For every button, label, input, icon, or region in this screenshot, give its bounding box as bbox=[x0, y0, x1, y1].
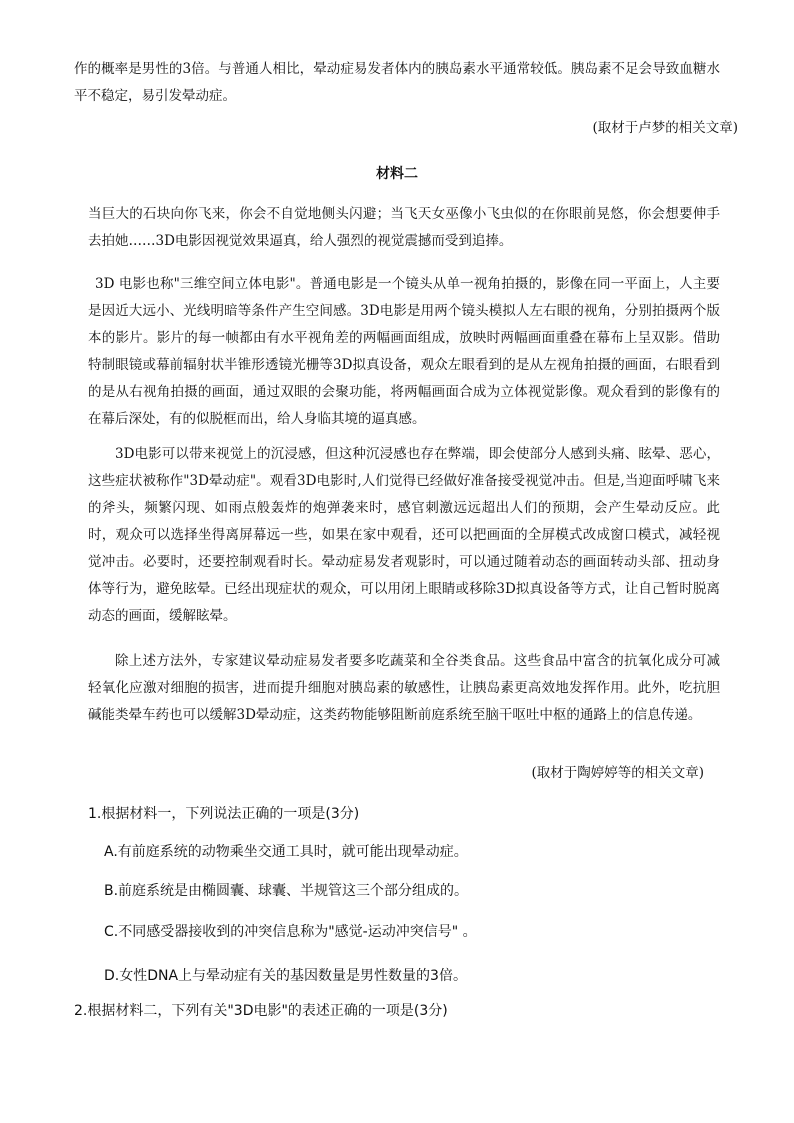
question-1-option-b: B.前庭系统是由椭圆囊、球囊、半规管这三个部分组成的。 bbox=[104, 883, 469, 899]
question-2-stem: 2.根据材料二，下列有关"3D电影"的表述正确的一项是(3分) bbox=[74, 1003, 448, 1019]
material2-paragraph-1: 当巨大的石块向你飞来，你会不自觉地侧头闪避；当飞天女巫像小飞虫似的在你眼前晃悠，你会想要伸手去拍她……3D电影因视觉效果逼真，给人强烈的视觉震撼而受到追捧。 bbox=[88, 206, 720, 249]
question-1-option-c: C.不同感受器接收到的冲突信息称为"感觉-运动冲突信号" 。 bbox=[104, 924, 477, 940]
material2-title: 材料二 bbox=[376, 166, 418, 182]
material2-paragraph-4: 除上述方法外，专家建议晕动症易发者要多吃蔬菜和全谷类食品。这些食品中富含的抗氧化成分可减轻氧化应激对细胞的损害，进而提升细胞对胰岛素的敏感性，让胰岛素更高效地发挥作用。此外，吃抗胆碱能类晕车药也可以缓解3D晕动症，这类药物能够阻断前庭系统至脑干呕吐中枢的通路上的信息传递。 bbox=[88, 653, 720, 723]
material1-continuation: 作的概率是男性的3倍。与普通人相比，晕动症易发者体内的胰岛素水平通常较低。胰岛素不足会导致血糖水平不稳定，易引发晕动症。 bbox=[74, 61, 720, 104]
question-1-option-a: A.有前庭系统的动物乘坐交通工具时，就可能出现晕动症。 bbox=[104, 844, 468, 860]
question-1-stem: 1.根据材料一，下列说法正确的一项是(3分) bbox=[88, 806, 360, 822]
material1-source: (取材于卢梦的相关文章) bbox=[592, 120, 738, 136]
question-1-option-d: D.女性DNA上与晕动症有关的基因数量是男性数量的3倍。 bbox=[104, 968, 467, 984]
material2-paragraph-3: 3D电影可以带来视觉上的沉浸感，但这种沉浸感也存在弊端，即会使部分人感到头痛、眩晕、恶心，这些症状被称作"3D晕动症"。观看3D电影时,人们觉得已经做好准备接受视觉冲击。但是,当迎面呼啸飞来的斧头，频繁闪现、如雨点般轰炸的炮弹袭来时，感官刺激远远超出人们的预期，会产生晕动反应。此时，观众可以选择坐得离屏幕远一些，如果在家中观看，还可以把画面的全屏模式改成窗口模式，减轻视觉冲击。必要时，还要控制观看时长。晕动症易发者观影时，可以通过随着动态的画面转动头部、扭动身体等行为，避免眩晕。已经出现症状的观众，可以用闭上眼睛或移除3D拟真设备等方式，让自己暂时脱离动态的画面，缓解眩晕。 bbox=[88, 446, 720, 624]
material2-source: (取材于陶婷婷等的相关文章) bbox=[531, 765, 704, 781]
material2-paragraph-2: 3D 电影也称"三维空间立体电影"。普通电影是一个镜头从单一视角拍摄的，影像在同一平面上，人主要是因近大远小、光线明暗等条件产生空间感。3D电影是用两个镜头模拟人左右眼的视角，分别拍摄两个版本的影片。影片的每一帧都由有水平视角差的两幅画面组成，放映时两幅画面重叠在幕布上呈双影。借助特制眼镜或幕前辐射状半锥形透镜光栅等3D拟真设备，观众左眼看到的是从左视角拍摄的画面，右眼看到的是从右视角拍摄的画面，通过双眼的会聚功能，将两幅画面合成为立体视觉影像。观众看到的影像有的在幕后深处，有的似脱框而出，给人身临其境的逼真感。 bbox=[88, 276, 720, 427]
